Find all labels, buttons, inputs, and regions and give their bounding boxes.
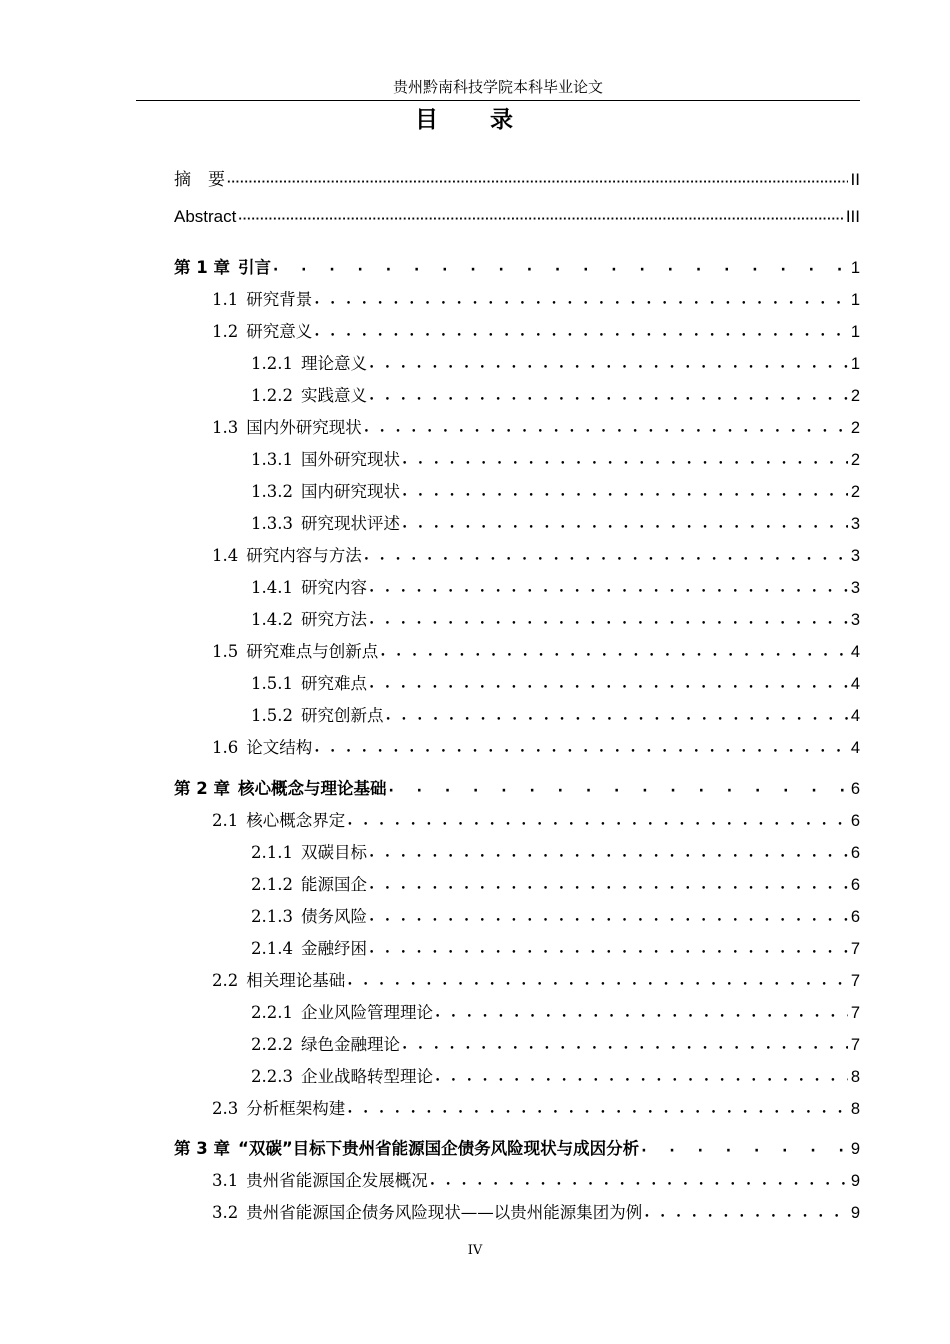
toc-entry-title: 贵州省能源国企债务风险现状——以贵州能源集团为例 — [246, 1203, 643, 1222]
toc-entry[interactable] — [251, 670, 860, 696]
dot-leader — [641, 1137, 848, 1161]
toc-entry-page: 8 — [850, 1068, 860, 1086]
toc-entry-number: 1.3.1 — [251, 450, 293, 469]
toc-entry-title: 研究创新点 — [300, 706, 384, 725]
toc-entry-title: “双碳”目标下贵州省能源国企债务风险现状与成因分析 — [237, 1139, 640, 1158]
toc-entry[interactable] — [251, 839, 860, 865]
toc-entry-title: 研究方法 — [300, 610, 367, 629]
toc-entry-title: 引言 — [237, 258, 271, 277]
toc-entry[interactable] — [212, 542, 860, 568]
toc-entry-title: 研究内容与方法 — [246, 546, 362, 565]
toc-entry[interactable] — [251, 702, 860, 728]
toc-entry-label — [212, 544, 362, 568]
toc-entry-number: 2.2.1 — [251, 1003, 293, 1022]
toc-entry-label — [174, 205, 236, 229]
dot-leader — [364, 544, 848, 568]
toc-entry-title: 论文结构 — [246, 738, 313, 757]
toc-entry-page: III — [845, 207, 860, 226]
toc-entry-page: 1 — [850, 323, 860, 341]
toc-entry[interactable] — [251, 574, 860, 600]
toc-entry[interactable] — [251, 446, 860, 472]
toc-entry-label — [251, 480, 400, 504]
dot-leader — [347, 1097, 848, 1121]
toc-entry[interactable] — [212, 807, 860, 833]
dot-leader — [314, 320, 848, 344]
dot-leader — [369, 608, 848, 632]
toc-entry-number: 2.2 — [212, 971, 239, 990]
toc-entry-title: 研究现状评述 — [300, 514, 400, 533]
dot-leader — [369, 672, 848, 696]
toc-entry[interactable] — [212, 1167, 860, 1193]
dot-leader — [402, 512, 848, 536]
toc-entry-page: 7 — [850, 1036, 860, 1054]
dot-leader — [369, 384, 848, 408]
toc-entry-number: 1.2.1 — [251, 354, 293, 373]
dot-leader — [347, 809, 848, 833]
toc-entry-page: 9 — [850, 1140, 860, 1158]
toc-entry-title: 能源国企 — [300, 875, 367, 894]
toc-entry-number: 2.1 — [212, 811, 239, 830]
toc-entry[interactable] — [251, 999, 860, 1025]
toc-entry-label — [251, 1065, 433, 1089]
toc-entry-title: 分析框架构建 — [246, 1099, 346, 1118]
dot-leader — [402, 1033, 848, 1057]
toc-entry-title: 双碳目标 — [300, 843, 367, 862]
toc-entry-number: 1.5.1 — [251, 674, 293, 693]
toc-entry-page: 9 — [850, 1172, 860, 1190]
toc-entry-number: 2.2.2 — [251, 1035, 293, 1054]
toc-entry[interactable] — [212, 1199, 860, 1225]
toc-entry-label — [212, 416, 362, 440]
toc-entry-page: 6 — [850, 812, 860, 830]
dot-leader — [380, 640, 848, 664]
toc-entry-label — [174, 168, 225, 192]
dot-leader — [402, 448, 848, 472]
toc-entry-number: 1.2.2 — [251, 386, 293, 405]
toc-entry[interactable] — [212, 967, 860, 993]
toc-entry[interactable] — [212, 318, 860, 344]
toc-entry-number: 2.3 — [212, 1099, 239, 1118]
dot-leader — [388, 777, 848, 801]
toc-entry-number: 2.2.3 — [251, 1067, 293, 1086]
toc-entry-title: 国内外研究现状 — [246, 418, 362, 437]
toc-entry-number: 1.5.2 — [251, 706, 293, 725]
toc-entry-page: 1 — [850, 355, 860, 373]
toc-entry-page: 3 — [850, 515, 860, 533]
toc-entry-title: 实践意义 — [300, 386, 367, 405]
toc-entry-title: 核心概念界定 — [246, 811, 346, 830]
toc-entry[interactable] — [251, 478, 860, 504]
toc-entry[interactable] — [251, 1031, 860, 1057]
dot-leader — [385, 704, 848, 728]
toc-entry-title: 研究意义 — [246, 322, 313, 341]
toc-entry-page: 2 — [850, 387, 860, 405]
toc-entry-label — [251, 704, 383, 728]
dot-leader — [644, 1201, 848, 1225]
toc-entry-label — [251, 512, 400, 536]
dot-leader — [369, 576, 848, 600]
dot-leader — [314, 736, 848, 760]
toc-entry[interactable] — [212, 638, 860, 664]
toc-entry-label — [212, 969, 345, 993]
toc-entry-label — [212, 288, 312, 312]
toc-entry-label — [251, 448, 400, 472]
toc-entry[interactable] — [212, 286, 860, 312]
toc-entry-page: II — [850, 170, 860, 189]
toc-entry-page: 4 — [850, 707, 860, 725]
toc-entry-title: 理论意义 — [300, 354, 367, 373]
toc-entry-number: 3.1 — [212, 1171, 239, 1190]
toc-entry-number: 2.1.3 — [251, 907, 293, 926]
dot-leader — [369, 937, 848, 961]
toc-entry-label — [251, 937, 367, 961]
toc-entry-label — [251, 608, 367, 632]
toc-entry-number: 1.4 — [212, 546, 239, 565]
toc-entry-label — [212, 809, 345, 833]
dot-leader — [314, 288, 848, 312]
toc-entry-label — [174, 256, 271, 280]
toc-entry-title: 国内研究现状 — [300, 482, 400, 501]
toc-entry-title: 研究背景 — [246, 290, 313, 309]
toc-entry[interactable] — [174, 203, 860, 229]
toc-entry-number: 1.4.1 — [251, 578, 293, 597]
dot-leader — [435, 1065, 848, 1089]
toc-entry-number: 第 1 章 — [174, 258, 230, 277]
toc-entry-label — [251, 576, 367, 600]
toc-entry[interactable] — [174, 166, 860, 192]
toc-entry-page: 6 — [850, 780, 860, 798]
toc-entry[interactable] — [174, 254, 860, 280]
toc-entry[interactable] — [251, 903, 860, 929]
toc-entry-number: 1.4.2 — [251, 610, 293, 629]
toc-entry-label — [212, 736, 312, 760]
toc-entry-page: 6 — [850, 876, 860, 894]
toc-entry[interactable] — [251, 382, 860, 408]
toc-entry-page: 3 — [850, 611, 860, 629]
dot-leader — [273, 256, 848, 280]
toc-entry-number: 3.2 — [212, 1203, 239, 1222]
toc-entry-page: 2 — [850, 483, 860, 501]
toc-entry-title: 债务风险 — [300, 907, 367, 926]
toc-entry-label — [251, 841, 367, 865]
toc-entry-label — [212, 1169, 428, 1193]
toc-entry-number: 2.1.1 — [251, 843, 293, 862]
toc-entry-label — [251, 672, 367, 696]
toc-entry-page: 6 — [850, 844, 860, 862]
dot-leader — [238, 205, 843, 229]
toc-entry-page: 6 — [850, 908, 860, 926]
toc-entry-label — [251, 1001, 433, 1025]
toc-entry-page: 1 — [850, 291, 860, 309]
toc-entry-title: 国外研究现状 — [300, 450, 400, 469]
toc-entry[interactable] — [251, 871, 860, 897]
toc-entry-page: 7 — [850, 972, 860, 990]
toc-entry-page: 7 — [850, 940, 860, 958]
toc-entry-page: 7 — [850, 1004, 860, 1022]
toc-entry-label — [251, 384, 367, 408]
toc-entry[interactable] — [251, 350, 860, 376]
toc-entry-label — [174, 777, 386, 801]
dot-leader — [369, 905, 848, 929]
dot-leader — [347, 969, 848, 993]
toc-entry-page: 1 — [850, 259, 860, 277]
toc-entry-label — [212, 1201, 642, 1225]
toc-entry-number: 1.1 — [212, 290, 239, 309]
dot-leader — [364, 416, 848, 440]
toc-entry-title: 研究难点与创新点 — [246, 642, 379, 661]
toc-entry-page: 3 — [850, 547, 860, 565]
toc-entry-page: 4 — [850, 739, 860, 757]
dot-leader — [227, 168, 848, 192]
page-number: IV — [467, 1243, 483, 1258]
toc-title: 目 录 — [414, 107, 535, 133]
dot-leader — [402, 480, 848, 504]
toc-entry-page: 8 — [850, 1100, 860, 1118]
dot-leader — [369, 841, 848, 865]
toc-entry-label — [212, 1097, 345, 1121]
toc-entry[interactable] — [251, 935, 860, 961]
toc-entry-title: 贵州省能源国企发展概况 — [246, 1171, 428, 1190]
toc-entry-title: 摘 要 — [174, 170, 225, 189]
toc-entry-number: 1.3 — [212, 418, 239, 437]
toc-entry-title: 企业风险管理理论 — [300, 1003, 433, 1022]
toc-entry-number: 1.5 — [212, 642, 239, 661]
toc-entry-label — [212, 320, 312, 344]
running-header: 贵州黔南科技学院本科毕业论文 — [136, 74, 860, 101]
toc-entry-title: 绿色金融理论 — [300, 1035, 400, 1054]
toc-entry[interactable] — [212, 1095, 860, 1121]
toc-entry-number: 第 2 章 — [174, 779, 230, 798]
toc-entry[interactable] — [251, 510, 860, 536]
toc-entry-title: Abstract — [174, 207, 237, 226]
toc-entry-label — [251, 905, 367, 929]
dot-leader — [430, 1169, 848, 1193]
toc-entry-label — [212, 640, 378, 664]
toc-entry-label — [251, 1033, 400, 1057]
toc-entry-page: 4 — [850, 643, 860, 661]
toc-entry-number: 2.1.2 — [251, 875, 293, 894]
toc-entry-title: 金融纾困 — [300, 939, 367, 958]
toc-entry-page: 9 — [850, 1204, 860, 1222]
toc-entry-number: 1.2 — [212, 322, 239, 341]
toc-entry-title: 研究内容 — [300, 578, 367, 597]
toc-entry[interactable] — [212, 414, 860, 440]
toc-entry-title: 企业战略转型理论 — [300, 1067, 433, 1086]
toc-entry-page: 2 — [850, 451, 860, 469]
toc-entry-label — [251, 873, 367, 897]
toc-entry-title: 相关理论基础 — [246, 971, 346, 990]
dot-leader — [435, 1001, 848, 1025]
toc-entry-title: 研究难点 — [300, 674, 367, 693]
toc-entry-number: 1.6 — [212, 738, 239, 757]
dot-leader — [369, 873, 848, 897]
toc-entry[interactable] — [251, 1063, 860, 1089]
toc-entry-page: 4 — [850, 675, 860, 693]
toc-entry-title: 核心概念与理论基础 — [237, 779, 387, 798]
toc-entry[interactable] — [174, 1135, 860, 1161]
dot-leader — [369, 352, 848, 376]
toc-entry-number: 1.3.3 — [251, 514, 293, 533]
toc-entry[interactable] — [251, 606, 860, 632]
toc-entry-label — [174, 1137, 639, 1161]
toc-entry-number: 2.1.4 — [251, 939, 293, 958]
toc-entry-number: 第 3 章 — [174, 1139, 230, 1158]
toc-entry-page: 3 — [850, 579, 860, 597]
toc-entry-label — [251, 352, 367, 376]
toc-entry-number: 1.3.2 — [251, 482, 293, 501]
toc-entry[interactable] — [212, 734, 860, 760]
toc-entry-page: 2 — [850, 419, 860, 437]
toc-entry[interactable] — [174, 775, 860, 801]
